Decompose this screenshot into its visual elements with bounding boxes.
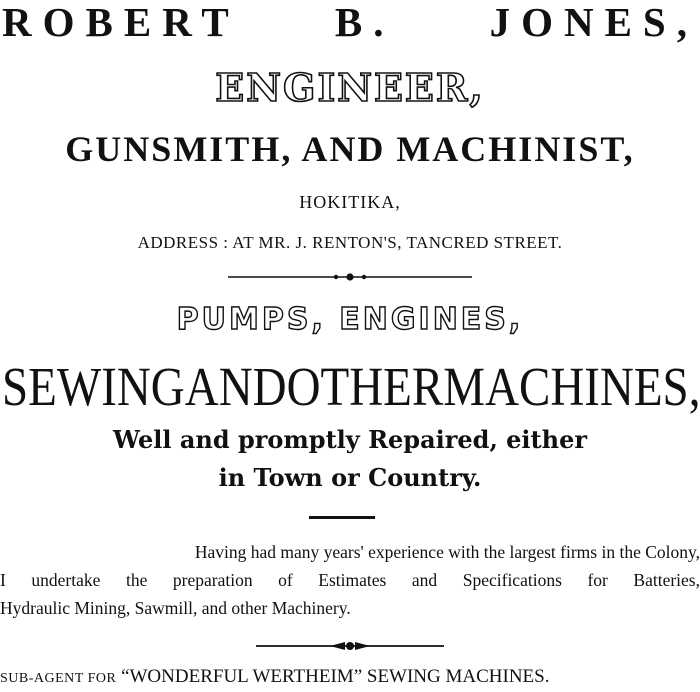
name-word-initial: B. xyxy=(334,0,395,45)
sewing-word-3: OTHER xyxy=(286,356,444,419)
paragraph-line-2: I undertake the preparation of Estimates and Specifications for Batteries, xyxy=(0,570,700,590)
paragraph-line-1: Having had many years' experience with the largest firms in the Colony, xyxy=(194,542,700,562)
rule-bead xyxy=(346,642,354,650)
rule-dot xyxy=(362,275,366,279)
town-line: HOKITIKA, xyxy=(299,192,401,212)
proprietor-name xyxy=(0,0,700,44)
rule-arrow-left xyxy=(330,642,345,650)
sewing-word-1: SEWING xyxy=(2,356,185,419)
name-word-robert: ROBERT xyxy=(2,0,240,45)
rule-arrow-right xyxy=(355,642,370,650)
subagent-line xyxy=(0,664,700,690)
short-rule xyxy=(309,516,375,519)
subagent-product: “WONDERFUL WERTHEIM” SEWING MACHINES. xyxy=(121,666,550,687)
trade-heading: GUNSMITH, AND MACHINIST, xyxy=(65,129,635,169)
pumps-engines-heading: PUMPS, ENGINES, xyxy=(176,302,524,337)
subagent-prefix: SUB-AGENT FOR xyxy=(0,671,117,686)
repair-line-1: Well and promptly Repaired, either xyxy=(112,425,587,454)
sewing-machines-heading xyxy=(0,352,700,423)
ornamental-rule-bottom xyxy=(0,639,700,653)
rule-dot xyxy=(334,275,338,279)
address-line: ADDRESS : AT MR. J. RENTON'S, TANCRED STREET. xyxy=(137,233,563,252)
engineer-heading: ENGINEER, xyxy=(215,65,485,110)
repair-line-2: in Town or Country. xyxy=(218,463,482,492)
paragraph-line-3: Hydraulic Mining, Sawmill, and other Machinery. xyxy=(0,598,351,618)
sewing-word-4: MACHINES, xyxy=(443,356,700,419)
rule-bead xyxy=(346,273,353,280)
sewing-word-2: AND xyxy=(184,356,287,419)
name-word-jones: JONES, xyxy=(489,0,698,45)
ornamental-rule-top xyxy=(0,270,700,284)
